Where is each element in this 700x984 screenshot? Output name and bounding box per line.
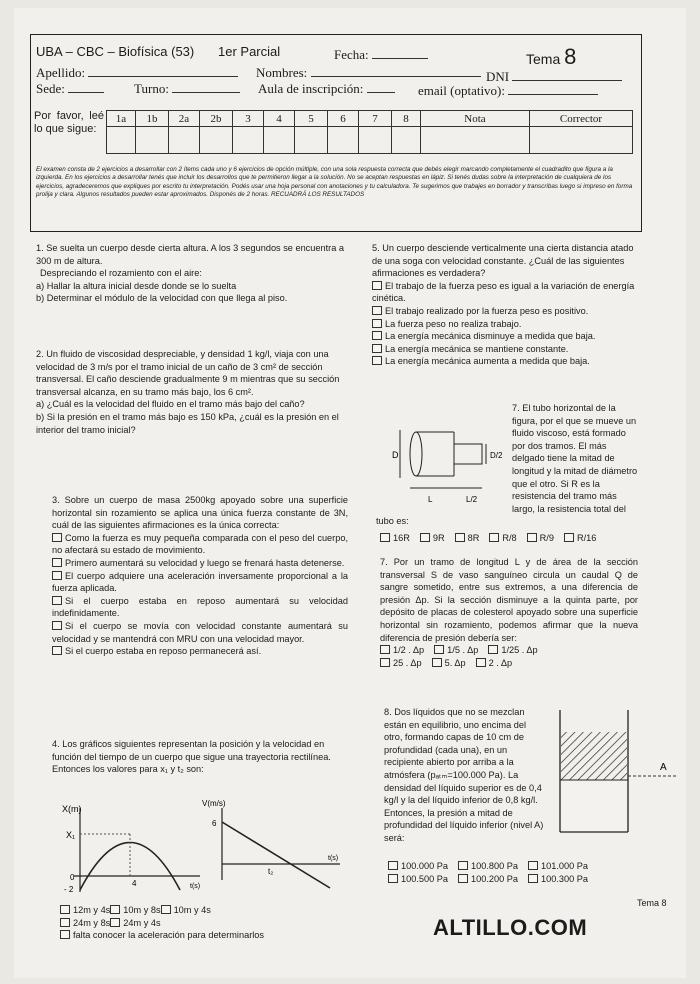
option-1[interactable]	[434, 644, 478, 657]
option-0[interactable]	[380, 532, 410, 545]
velocity-time-graph	[200, 800, 350, 890]
option-3[interactable]	[489, 532, 516, 545]
checkbox-icon[interactable]	[432, 658, 442, 667]
question-1: 1. Se suelta un cuerpo desde cierta altura. A los 3 segundos se encuentra a 300 m de altura. Despreciando el rozamiento con el aire: a) Hallar la altura inicial desde donde se lo suelta b) Determinar el módulo de la velocidad con que llega al piso.	[36, 243, 344, 304]
checkbox-icon[interactable]	[110, 918, 120, 927]
checkbox-icon[interactable]	[380, 658, 390, 667]
option-2[interactable]	[455, 532, 480, 545]
option-1[interactable]	[458, 860, 518, 873]
option-0[interactable]	[372, 280, 636, 305]
option-3[interactable]	[372, 330, 636, 343]
checkbox-icon[interactable]	[372, 319, 382, 328]
nombres-field[interactable]	[311, 64, 481, 77]
option-3[interactable]	[388, 873, 448, 886]
option-5[interactable]	[528, 873, 588, 886]
instructions: El examen consta de 2 ejercicios a desarrollar con 2 ítems cada uno y 6 ejercicios de opción múltiple, con una sola respuesta correcta que debés elegir marcando completamente el cuadradito que figura a la izquierda. En los ejercicios a desarrollar tenés que incluir los desarrollos que te permitieron llegar a la solución. No se aceptan respuestas en lápiz. Si tenés dudas sobre la interpretación de cualquiera de los ejercicios, agradeceremos que expliques por escrito tu interpretación. Podés usar una hoja personal con anotaciones y tu calculadora. Te sugerimos que trabajes en borrador y transcribas luego si impreso en forma prolija y clara. Algunos resultados pueden estar aproximados. Disponés de 2 horas. RECUADRÁ LOS RESULTADOS	[36, 166, 633, 199]
option-label: R/8	[502, 533, 517, 543]
pipe-l-label: L	[428, 495, 433, 504]
answer-grid	[106, 110, 633, 154]
option-label: 10m y 4s	[173, 905, 211, 915]
checkbox-icon[interactable]	[380, 533, 390, 542]
exam-title: UBA – CBC – Biofísica (53)	[36, 44, 195, 59]
option-2[interactable]	[161, 905, 211, 915]
option-0[interactable]	[60, 905, 110, 915]
turno-label: Turno:	[134, 80, 240, 97]
grid-cell-4[interactable]	[233, 127, 264, 154]
option-label: 25 . Δp	[393, 657, 422, 668]
grid-header-8: 7	[359, 111, 392, 127]
g2-xlabel: t(s)	[328, 855, 339, 862]
option-5[interactable]	[476, 657, 513, 670]
question-3: 3. Sobre un cuerpo de masa 2500kg apoyado sobre una superficie horizontal sin rozamiento se aplica una única fuerza constante de 3N, cuál de las siguientes afirmaciones es la única correcta: Como la fuerza es muy pequeña comparada con el peso del cuerpo, no afectará su estado de movimiento. Primero aumentará su velocidad y luego se frenará hasta detenerse. El cuerpo adquiere una aceleración inversamente proporcional a la fuerza aplicada. Si el cuerpo estaba en reposo aumentará su velocidad indefinidamente. Si el cuerpo se movía con velocidad constante aumentará su velocidad y se mantendrá con MRU con una velocidad mayor. Si el cuerpo estaba en reposo permanecerá así.	[52, 495, 348, 657]
option-1[interactable]	[52, 557, 348, 570]
checkbox-icon[interactable]	[372, 306, 382, 315]
g1-minus2-label: - 2	[64, 885, 74, 894]
por-favor-text: Por favor, leé lo que sigue:	[34, 110, 104, 135]
option-1[interactable]	[110, 905, 160, 915]
option-4[interactable]	[52, 620, 348, 645]
grid-header-10: Nota	[421, 111, 530, 127]
option-2[interactable]	[372, 318, 636, 331]
nombres-label: Nombres:	[256, 64, 481, 81]
g1-xlabel: t(s)	[190, 883, 201, 890]
pipe-d-label: D	[392, 450, 399, 460]
aula-field[interactable]	[367, 80, 395, 93]
sede-label: Sede:	[36, 80, 104, 97]
checkbox-icon[interactable]	[455, 533, 465, 542]
option-label: 5. Δp	[444, 657, 466, 668]
option-5[interactable]	[564, 532, 596, 545]
checkbox-icon[interactable]	[488, 645, 498, 654]
option-3[interactable]	[52, 595, 348, 620]
checkbox-icon[interactable]	[52, 571, 62, 580]
option-3[interactable]	[60, 918, 110, 928]
checkbox-icon[interactable]	[458, 861, 468, 870]
option-label: El trabajo de la fuerza peso es igual a la variación de energía cinética.	[372, 280, 635, 304]
g1-zero-label: 0	[70, 873, 75, 882]
grid-cell-7[interactable]	[328, 127, 359, 154]
option-label: 24m y 4s	[123, 917, 161, 928]
checkbox-icon[interactable]	[52, 621, 62, 630]
option-5[interactable]	[52, 645, 348, 658]
fecha-label: Fecha:	[334, 46, 428, 63]
option-2[interactable]	[488, 644, 537, 657]
option-label: 100.000 Pa	[401, 861, 449, 871]
grid-cell-9[interactable]	[392, 127, 421, 154]
grid-cell-5[interactable]	[264, 127, 295, 154]
option-label: La energía mecánica se mantiene constante.	[385, 343, 569, 354]
option-label: 24m y 8s	[73, 917, 111, 928]
option-label: 12m y 4s	[73, 905, 111, 915]
checkbox-icon[interactable]	[420, 533, 430, 542]
option-label: R/16	[576, 533, 597, 543]
grid-header-9: 8	[392, 111, 421, 127]
checkbox-icon[interactable]	[372, 281, 382, 290]
pipe-figure	[392, 426, 520, 506]
exam-parcial: 1er Parcial	[218, 44, 281, 59]
checkbox-icon[interactable]	[161, 905, 171, 914]
grid-cell-3[interactable]	[200, 127, 233, 154]
checkbox-icon[interactable]	[60, 930, 70, 939]
option-1[interactable]	[420, 532, 445, 545]
tema-number: 8	[564, 44, 577, 69]
option-label: 8R	[467, 533, 480, 543]
g1-ylabel: X(m)	[62, 804, 82, 814]
option-label: 100.300 Pa	[541, 873, 589, 884]
checkbox-icon[interactable]	[52, 533, 62, 542]
grid-cell-2[interactable]	[169, 127, 200, 154]
apellido-label: Apellido:	[36, 64, 238, 81]
tema-footer: Tema 8	[637, 898, 667, 908]
option-4[interactable]	[110, 918, 160, 928]
fecha-field[interactable]	[372, 46, 428, 59]
checkbox-icon[interactable]	[434, 645, 444, 654]
checkbox-icon[interactable]	[52, 558, 62, 567]
option-label: Primero aumentará su velocidad y luego se frenará hasta detenerse.	[65, 557, 345, 568]
tank-a-label: A	[660, 762, 667, 773]
option-2[interactable]	[528, 860, 588, 873]
checkbox-icon[interactable]	[476, 658, 486, 667]
option-label: Si el cuerpo estaba en reposo permanecerá así.	[65, 646, 262, 657]
checkbox-icon[interactable]	[372, 356, 382, 365]
tank-figure	[556, 708, 688, 836]
email-label: email (optativo):	[418, 82, 598, 99]
checkbox-icon[interactable]	[52, 646, 62, 655]
grid-header-0: 1a	[107, 111, 136, 127]
option-5[interactable]	[60, 930, 264, 940]
checkbox-icon[interactable]	[372, 344, 382, 353]
checkbox-icon[interactable]	[388, 861, 398, 870]
checkbox-icon[interactable]	[489, 533, 499, 542]
checkbox-icon[interactable]	[380, 645, 390, 654]
pipe-d2-label: D/2	[490, 451, 503, 460]
option-label: 10m y 8s	[123, 905, 161, 915]
grid-header-3: 2b	[200, 111, 233, 127]
checkbox-icon[interactable]	[60, 905, 70, 914]
question-7b: 7. Por un tramo de longitud L y de área de la sección transversal S de vaso sanguíneo circula un caudal Q de sangre sometido, entre sus extremos, a una diferencia de presión Δp. Si la sección disminuye a la quinta parte, por depósito de placas de colesterol apoyado sobre una superficie horizontal sin rozamiento, podemos afirmar que la nueva diferencia de presión debería ser: 1/2 . Δp 1/5 . Δp 1/25 . Δp 25 . Δp 5. Δp 2 . Δp	[380, 557, 638, 668]
option-label: 100.800 Pa	[471, 861, 519, 871]
option-label: Si el cuerpo se movía con velocidad constante aumentará su velocidad y se mantendrá con MRU con una velocidad mayor.	[52, 620, 348, 644]
aula-label: Aula de inscripción:	[258, 80, 395, 97]
tema-header: Tema 8	[526, 44, 577, 69]
option-label: La fuerza peso no realiza trabajo.	[385, 318, 522, 329]
grid-header-11: Corrector	[530, 111, 633, 127]
g1-four-label: 4	[132, 879, 137, 888]
checkbox-icon[interactable]	[60, 918, 70, 927]
question-5: 5. Un cuerpo desciende verticalmente una cierta distancia atado de una soga con velocidad constante. ¿Cuál de las siguientes afirmaciones es verdadera? El trabajo de la fuerza peso es igual a la variación de energía cinética. El trabajo realizado por la fuerza peso es positivo. La fuerza peso no realiza trabajo. La energía mecánica disminuye a medida que baja. La energía mecánica se mantiene constante. La energía mecánica aumenta a medida que baja.	[372, 243, 635, 367]
grid-cell-0[interactable]	[107, 127, 136, 154]
email-field[interactable]	[508, 82, 598, 95]
grid-cell-10[interactable]	[421, 127, 530, 154]
option-label: El cuerpo adquiere una aceleración inversamente proporcional a la fuerza aplicada.	[52, 570, 348, 594]
option-0[interactable]	[388, 860, 448, 873]
checkbox-icon[interactable]	[528, 861, 538, 870]
option-4[interactable]	[372, 343, 636, 356]
question-4: 4. Los gráficos siguientes representan la posición y la velocidad en función del tiempo de un cuerpo que sigue una trayectoria rectilínea. Entonces los valores para x₁ y t₂ son:	[52, 739, 331, 775]
q7a-options	[380, 532, 650, 545]
q8-options	[388, 860, 688, 885]
checkbox-icon[interactable]	[110, 905, 120, 914]
g2-t2-label: t₂	[268, 867, 274, 876]
q4-options	[60, 904, 350, 942]
option-label: falta conocer la aceleración para determinarlos	[73, 930, 264, 941]
option-label: 2 . Δp	[488, 657, 513, 668]
position-time-graph	[60, 800, 210, 900]
option-2[interactable]	[52, 570, 348, 595]
option-0[interactable]	[380, 644, 424, 657]
grid-cell-6[interactable]	[295, 127, 328, 154]
checkbox-icon[interactable]	[528, 874, 538, 883]
option-label: La energía mecánica disminuye a medida que baja.	[385, 331, 596, 342]
grid-header-5: 4	[264, 111, 295, 127]
option-4[interactable]	[458, 873, 518, 886]
option-label: Si el cuerpo estaba en reposo aumentará su velocidad indefinidamente.	[52, 595, 348, 619]
option-0[interactable]	[52, 532, 348, 557]
option-label: 1/2 . Δp	[393, 645, 425, 656]
option-label: R/9	[539, 533, 554, 543]
option-label: 1/25 . Δp	[501, 645, 538, 656]
checkbox-icon[interactable]	[388, 874, 398, 883]
option-label: La energía mecánica aumenta a medida que baja.	[385, 356, 590, 367]
pipe-l2-label: L/2	[466, 495, 478, 504]
dni-label: DNI	[486, 68, 622, 85]
option-label: 1/5 . Δp	[447, 645, 479, 656]
question-8: 8. Dos líquidos que no se mezclan están en equilibrio, uno encima del otro, formando capas de 10 cm de profundidad (cada una), en un recipiente abierto por arriba a la atmósfera (pₐₜₘ=100.000 Pa). La densidad del líquido superior es de 0,4 kg/l y la del líquido inferior de 0,8 kg/l. Entonces, la presión a mitad de profundidad del líquido inferior (nivel A) será:	[384, 707, 544, 843]
option-4[interactable]	[527, 532, 554, 545]
turno-field[interactable]	[172, 80, 240, 93]
apellido-field[interactable]	[88, 64, 238, 77]
sede-field[interactable]	[68, 80, 104, 93]
option-label: 9R	[432, 533, 445, 543]
grid-header-1: 1b	[136, 111, 169, 127]
g2-ylabel: V(m/s)	[202, 800, 226, 808]
checkbox-icon[interactable]	[527, 533, 537, 542]
option-label: 100.200 Pa	[471, 873, 519, 884]
checkbox-icon[interactable]	[564, 533, 574, 542]
checkbox-icon[interactable]	[458, 874, 468, 883]
option-5[interactable]	[372, 355, 636, 368]
brand-watermark: ALTILLO.COM	[433, 915, 588, 940]
grid-cell-11[interactable]	[530, 127, 633, 154]
grid-header-4: 3	[233, 111, 264, 127]
option-label: El trabajo realizado por la fuerza peso es positivo.	[385, 305, 589, 316]
grid-header-6: 5	[295, 111, 328, 127]
option-label: 101.000 Pa	[541, 861, 589, 871]
grid-header-7: 6	[328, 111, 359, 127]
checkbox-icon[interactable]	[52, 596, 62, 605]
option-4[interactable]	[432, 657, 466, 670]
grid-header-2: 2a	[169, 111, 200, 127]
g2-six-label: 6	[212, 819, 217, 828]
checkbox-icon[interactable]	[372, 331, 382, 340]
option-3[interactable]	[380, 657, 422, 670]
option-label: 100.500 Pa	[401, 873, 449, 884]
question-2: 2. Un fluido de viscosidad despreciable, y densidad 1 kg/l, viaja con una velocidad de 3 m/s por el tramo inicial de un caño de 3 cm² de sección transversal. El caño desciende gradualmente 9 m mientras que su sección transversal alcanza, en su tramo más bajo, los 6 cm². a) ¿Cuál es la velocidad del fluido en el tramo más bajo del caño? b) Si la presión en el tramo más bajo es 150 kPa, ¿cuál es la presión en el interior del tramo inicial?	[36, 349, 340, 435]
grid-cell-8[interactable]	[359, 127, 392, 154]
question-7a: 7. El tubo horizontal de la figura, por el que se mueve un fluido viscoso, está formado por dos tramos. El más delgado tiene la mitad de longitud y la mitad de diámetro que el otro. Si R es la resistencia del tramo más largo, la resistencia total del tubo es:	[376, 403, 638, 527]
g1-x1-label: X₁	[66, 830, 76, 840]
option-1[interactable]	[372, 305, 636, 318]
option-label: Como la fuerza es muy pequeña comparada con el peso del cuerpo, no afectará su estado de movimiento.	[52, 532, 348, 556]
grid-cell-1[interactable]	[136, 127, 169, 154]
option-label: 16R	[393, 533, 410, 543]
dni-field[interactable]	[512, 68, 622, 81]
